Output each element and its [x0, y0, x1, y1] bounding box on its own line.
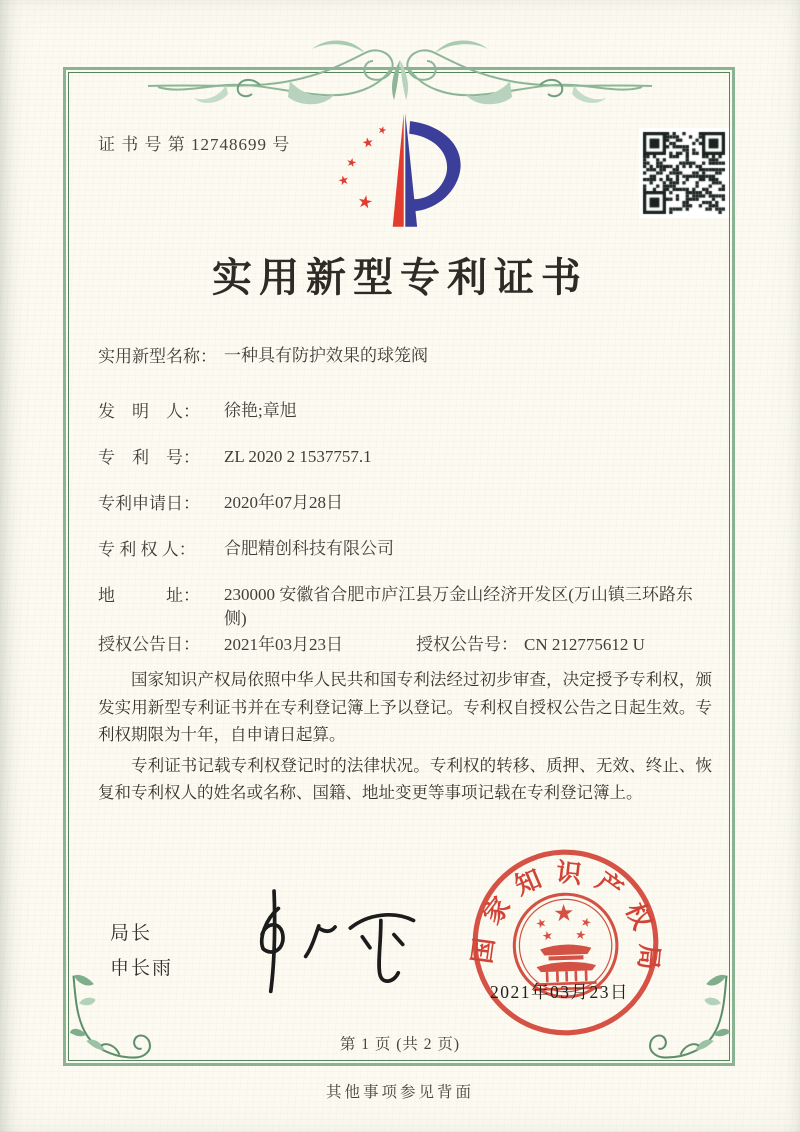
svg-text:★: ★	[355, 191, 375, 214]
seal-date: 2021年03月23日	[490, 982, 629, 1002]
fields-block	[98, 344, 710, 678]
field-label: 发 明 人：	[98, 402, 200, 421]
official-seal	[465, 842, 667, 1044]
field-row-patent-no	[98, 445, 710, 470]
qr-code	[639, 128, 729, 218]
field-value: ZL 2020 2 1537757.1	[224, 447, 372, 466]
field-value: 230000 安徽省合肥市庐江县万金山经济开发区(万山镇三环路东侧)	[224, 585, 693, 628]
director-block	[110, 916, 173, 986]
paragraph-2: 专利证书记载专利权登记时的法律状况。专利权的转移、质押、无效、终止、恢复和专利权人的姓名或名称、国籍、地址变更等事项记载在专利登记簿上。	[98, 755, 712, 802]
field-label: 地 址：	[98, 586, 200, 605]
director-signature	[213, 884, 431, 994]
svg-text:★: ★	[376, 124, 388, 138]
field-row-inventor	[98, 399, 710, 424]
field-label: 专 利 号：	[98, 448, 200, 467]
field-label: 专 利 权 人：	[98, 540, 196, 559]
page-number: 第 1 页 (共 2 页)	[339, 1036, 461, 1053]
svg-text:★: ★	[552, 898, 575, 928]
svg-text:★: ★	[533, 914, 549, 932]
field-value: 一种具有防护效果的球笼阀	[224, 346, 428, 365]
svg-text:★: ★	[540, 927, 555, 944]
field-value: 合肥精创科技有限公司	[224, 539, 394, 558]
field-row-address	[98, 583, 710, 631]
certificate-number: 证 书 号 第 12748699 号	[98, 135, 291, 154]
field-label: 专利申请日：	[98, 494, 200, 513]
field-row-filing-date	[98, 491, 710, 516]
cnipa-logo-icon	[336, 110, 462, 230]
grant-no-value: CN 212775612 U	[524, 635, 645, 654]
svg-text:★: ★	[578, 914, 594, 931]
certificate-title: 实用新型专利证书	[212, 255, 588, 300]
field-value: 徐艳;章旭	[224, 401, 297, 420]
svg-text:★: ★	[574, 927, 588, 943]
svg-text:★: ★	[336, 171, 351, 189]
field-row-grant	[98, 632, 710, 657]
svg-text:★: ★	[344, 154, 359, 171]
back-note: 其他事项参见背面	[325, 1084, 474, 1101]
field-row-patentee	[98, 537, 710, 562]
grant-no-label: 授权公告号：	[416, 635, 518, 654]
seal-ring-text: 国家知识产权局	[467, 857, 665, 984]
grant-date-label: 授权公告日：	[98, 635, 200, 654]
field-label: 实用新型名称：	[98, 347, 217, 366]
paragraph-1: 国家知识产权局依照中华人民共和国专利法经过初步审查，决定授予专利权，颁发实用新型专利证书并在专利登记簿上予以登记。专利权自授权公告之日起生效。专利权期限为十年，自申请日起算。	[98, 670, 712, 744]
legal-text-block	[98, 666, 712, 810]
field-value: 2020年07月28日	[224, 493, 343, 512]
field-row-name	[98, 344, 710, 369]
grant-date-value: 2021年03月23日	[224, 635, 343, 654]
svg-text:★: ★	[360, 135, 376, 152]
director-title: 局长	[110, 923, 153, 944]
director-name: 申长雨	[110, 958, 174, 979]
